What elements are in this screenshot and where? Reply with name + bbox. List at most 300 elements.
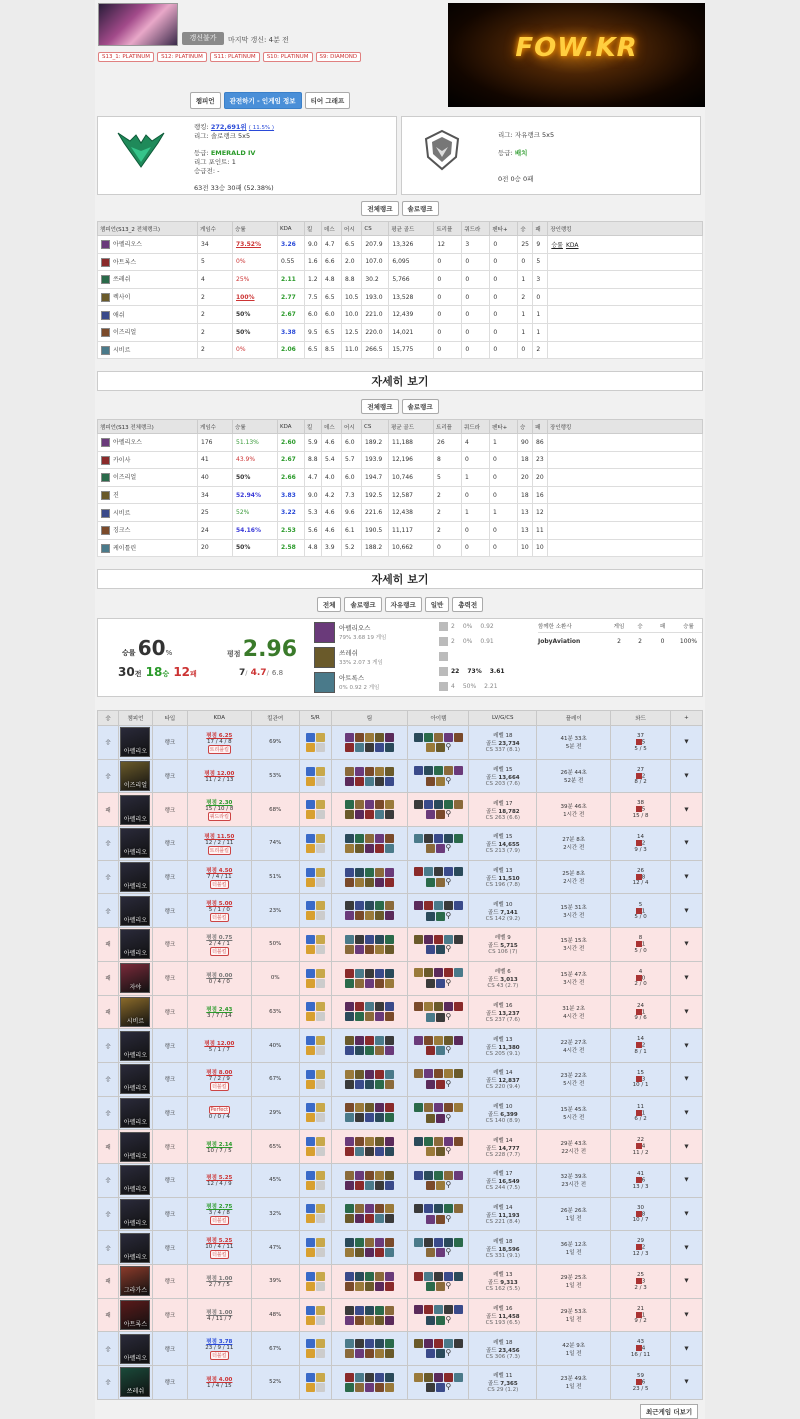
item-icon[interactable]: [454, 800, 463, 809]
item-icon[interactable]: [454, 901, 463, 910]
item-icon[interactable]: [444, 766, 453, 775]
team-champion-icon[interactable]: [345, 1383, 354, 1392]
search-icon[interactable]: ⚲: [445, 1011, 452, 1021]
team-champion-icon[interactable]: [355, 979, 364, 988]
team-champion-icon[interactable]: [355, 800, 364, 809]
team-champion-icon[interactable]: [345, 1036, 354, 1045]
item-icon[interactable]: [414, 1373, 423, 1382]
team-champion-icon[interactable]: [345, 878, 354, 887]
item-icon[interactable]: [434, 1339, 443, 1348]
team-champion-icon[interactable]: [375, 1181, 384, 1190]
column-header[interactable]: 장인랭킹: [548, 420, 703, 434]
item-icon[interactable]: [434, 935, 443, 944]
column-header[interactable]: 승: [518, 222, 533, 236]
match-champion-portrait[interactable]: [120, 1165, 150, 1195]
column-header[interactable]: 킬: [305, 222, 322, 236]
team-champion-icon[interactable]: [375, 1070, 384, 1079]
team-champion-icon[interactable]: [345, 979, 354, 988]
search-icon[interactable]: ⚲: [445, 876, 452, 886]
team-champion-icon[interactable]: [355, 1080, 364, 1089]
match-champion-portrait[interactable]: [120, 1199, 150, 1229]
team-champion-icon[interactable]: [355, 911, 364, 920]
team-champion-icon[interactable]: [345, 1306, 354, 1315]
column-header[interactable]: 평균 골드: [389, 222, 434, 236]
team-champion-icon[interactable]: [365, 1070, 374, 1079]
item-icon[interactable]: [454, 1238, 463, 1247]
item-icon[interactable]: [444, 1305, 453, 1314]
team-champion-icon[interactable]: [345, 1103, 354, 1112]
column-header[interactable]: 쿼드라: [462, 420, 490, 434]
item-icon[interactable]: [444, 1137, 453, 1146]
item-icon[interactable]: [424, 834, 433, 843]
item-icon[interactable]: [434, 1069, 443, 1078]
column-header[interactable]: CS: [362, 222, 389, 236]
column-header[interactable]: 펜타+: [490, 420, 518, 434]
team-champion-icon[interactable]: [385, 1002, 394, 1011]
item-icon[interactable]: [414, 1069, 423, 1078]
team-champion-icon[interactable]: [355, 1282, 364, 1291]
item-icon[interactable]: [414, 1137, 423, 1146]
item-icon[interactable]: [414, 935, 423, 944]
search-icon[interactable]: ⚲: [445, 977, 452, 987]
team-champion-icon[interactable]: [355, 767, 364, 776]
item-icon[interactable]: [436, 1215, 445, 1224]
item-icon[interactable]: [444, 834, 453, 843]
item-icon[interactable]: [436, 777, 445, 786]
match-champion-portrait[interactable]: [120, 1064, 150, 1094]
team-champion-icon[interactable]: [375, 979, 384, 988]
search-icon[interactable]: ⚲: [445, 1213, 452, 1223]
queue-solo-button[interactable]: 솔로랭크: [344, 597, 381, 612]
item-icon[interactable]: [426, 1248, 435, 1257]
item-icon[interactable]: [426, 743, 435, 752]
item-icon[interactable]: [424, 1272, 433, 1281]
search-icon[interactable]: ⚲: [445, 944, 452, 954]
column-header[interactable]: 데스: [322, 420, 342, 434]
team-champion-icon[interactable]: [365, 810, 374, 819]
team-champion-icon[interactable]: [375, 1248, 384, 1257]
champion-name[interactable]: 시비르: [113, 509, 131, 517]
team-champion-icon[interactable]: [385, 1238, 394, 1247]
item-icon[interactable]: [436, 1080, 445, 1089]
item-icon[interactable]: [454, 867, 463, 876]
search-icon[interactable]: ⚲: [445, 775, 452, 785]
column-header[interactable]: 어시: [342, 420, 362, 434]
team-champion-icon[interactable]: [345, 810, 354, 819]
match-champion-portrait[interactable]: [120, 1132, 150, 1162]
team-champion-icon[interactable]: [355, 1046, 364, 1055]
team-champion-icon[interactable]: [365, 1204, 374, 1213]
item-icon[interactable]: [424, 1036, 433, 1045]
item-icon[interactable]: [454, 1002, 463, 1011]
column-header[interactable]: 승률: [233, 420, 278, 434]
item-icon[interactable]: [414, 867, 423, 876]
team-champion-icon[interactable]: [355, 1373, 364, 1382]
champion-name[interactable]: 이즈리얼: [113, 474, 137, 482]
item-icon[interactable]: [426, 945, 435, 954]
team-champion-icon[interactable]: [365, 1171, 374, 1180]
team-champion-icon[interactable]: [385, 979, 394, 988]
search-icon[interactable]: ⚲: [445, 910, 452, 920]
champion-name[interactable]: 시비르: [113, 346, 131, 354]
duo-summoner-link[interactable]: JobyAviation: [538, 638, 581, 645]
item-icon[interactable]: [436, 1316, 445, 1325]
team-champion-icon[interactable]: [355, 969, 364, 978]
item-icon[interactable]: [424, 1137, 433, 1146]
team-champion-icon[interactable]: [385, 901, 394, 910]
team-champion-icon[interactable]: [355, 733, 364, 742]
team-champion-icon[interactable]: [385, 1046, 394, 1055]
champion-name[interactable]: 아펠리오스: [113, 439, 142, 447]
team-champion-icon[interactable]: [365, 935, 374, 944]
expand-icon[interactable]: ▼: [684, 1143, 689, 1150]
team-champion-icon[interactable]: [365, 1383, 374, 1392]
column-header[interactable]: 킬: [305, 420, 322, 434]
item-icon[interactable]: [434, 733, 443, 742]
expand-icon[interactable]: ▼: [684, 1210, 689, 1217]
team-champion-icon[interactable]: [365, 743, 374, 752]
team-champion-icon[interactable]: [355, 1113, 364, 1122]
item-icon[interactable]: [426, 844, 435, 853]
team-champion-icon[interactable]: [355, 1181, 364, 1190]
item-icon[interactable]: [426, 979, 435, 988]
team-champion-icon[interactable]: [365, 1238, 374, 1247]
item-icon[interactable]: [424, 867, 433, 876]
team-champion-icon[interactable]: [365, 945, 374, 954]
item-icon[interactable]: [444, 867, 453, 876]
item-icon[interactable]: [414, 901, 423, 910]
team-champion-icon[interactable]: [375, 1373, 384, 1382]
team-champion-icon[interactable]: [385, 1306, 394, 1315]
search-icon[interactable]: ⚲: [445, 1247, 452, 1257]
team-champion-icon[interactable]: [365, 969, 374, 978]
column-header[interactable]: 장인랭킹: [548, 222, 703, 236]
item-icon[interactable]: [424, 1103, 433, 1112]
item-icon[interactable]: [434, 1272, 443, 1281]
item-icon[interactable]: [414, 1272, 423, 1281]
item-icon[interactable]: [426, 1013, 435, 1022]
team-champion-icon[interactable]: [365, 767, 374, 776]
team-champion-icon[interactable]: [345, 1316, 354, 1325]
item-icon[interactable]: [424, 1204, 433, 1213]
solo-rank-button[interactable]: 솔로랭크: [402, 201, 439, 216]
item-icon[interactable]: [444, 935, 453, 944]
team-champion-icon[interactable]: [375, 743, 384, 752]
item-icon[interactable]: [444, 1002, 453, 1011]
item-icon[interactable]: [424, 766, 433, 775]
expand-icon[interactable]: ▼: [684, 806, 689, 813]
item-icon[interactable]: [436, 844, 445, 853]
column-header[interactable]: 게임수: [198, 420, 233, 434]
queue-normal-button[interactable]: 일반: [425, 597, 450, 612]
item-icon[interactable]: [414, 834, 423, 843]
item-icon[interactable]: [414, 800, 423, 809]
item-icon[interactable]: [434, 1238, 443, 1247]
team-champion-icon[interactable]: [375, 969, 384, 978]
champion-name[interactable]: 렉사이: [113, 294, 131, 302]
game-column-header[interactable]: 챔피언: [118, 711, 152, 726]
team-champion-icon[interactable]: [375, 1204, 384, 1213]
team-champion-icon[interactable]: [345, 945, 354, 954]
item-icon[interactable]: [436, 1349, 445, 1358]
item-icon[interactable]: [444, 1171, 453, 1180]
queue-flex-button[interactable]: 자유랭크: [385, 597, 422, 612]
expand-icon[interactable]: ▼: [684, 840, 689, 847]
team-champion-icon[interactable]: [385, 969, 394, 978]
team-champion-icon[interactable]: [385, 1272, 394, 1281]
game-column-header[interactable]: 승: [98, 711, 119, 726]
item-icon[interactable]: [424, 800, 433, 809]
item-icon[interactable]: [444, 1204, 453, 1213]
team-champion-icon[interactable]: [365, 1181, 374, 1190]
item-icon[interactable]: [426, 1282, 435, 1291]
column-header[interactable]: 패: [533, 420, 548, 434]
item-icon[interactable]: [444, 1272, 453, 1281]
match-champion-portrait[interactable]: [120, 1031, 150, 1061]
team-champion-icon[interactable]: [375, 1306, 384, 1315]
team-champion-icon[interactable]: [365, 800, 374, 809]
solo-rank-button[interactable]: 솔로랭크: [402, 399, 439, 414]
team-champion-icon[interactable]: [355, 1012, 364, 1021]
champion-name[interactable]: 쓰레쉬: [113, 276, 131, 284]
team-champion-icon[interactable]: [375, 1171, 384, 1180]
mastery-link[interactable]: KDA: [565, 241, 579, 249]
team-champion-icon[interactable]: [375, 1002, 384, 1011]
expand-icon[interactable]: ▼: [684, 739, 689, 746]
team-champion-icon[interactable]: [345, 1214, 354, 1223]
item-icon[interactable]: [426, 1349, 435, 1358]
team-champion-icon[interactable]: [345, 1002, 354, 1011]
expand-icon[interactable]: ▼: [684, 1379, 689, 1386]
item-icon[interactable]: [444, 1238, 453, 1247]
team-champion-icon[interactable]: [355, 945, 364, 954]
game-column-header[interactable]: KDA: [187, 711, 251, 726]
column-header[interactable]: KDA: [278, 222, 305, 236]
search-icon[interactable]: ⚲: [445, 1382, 452, 1392]
team-champion-icon[interactable]: [355, 901, 364, 910]
search-icon[interactable]: ⚲: [445, 1314, 452, 1324]
item-icon[interactable]: [444, 1339, 453, 1348]
item-icon[interactable]: [454, 834, 463, 843]
search-icon[interactable]: ⚲: [445, 1112, 452, 1122]
all-rank-button[interactable]: 전체랭크: [361, 201, 398, 216]
team-champion-icon[interactable]: [385, 844, 394, 853]
team-champion-icon[interactable]: [355, 878, 364, 887]
match-champion-portrait[interactable]: [120, 896, 150, 926]
item-icon[interactable]: [426, 1181, 435, 1190]
column-header[interactable]: 평균 골드: [389, 420, 434, 434]
item-icon[interactable]: [424, 901, 433, 910]
item-icon[interactable]: [444, 1069, 453, 1078]
column-header[interactable]: 트리플: [434, 222, 462, 236]
item-icon[interactable]: [454, 1272, 463, 1281]
item-icon[interactable]: [426, 1046, 435, 1055]
team-champion-icon[interactable]: [385, 743, 394, 752]
team-champion-icon[interactable]: [355, 1070, 364, 1079]
team-champion-icon[interactable]: [365, 1046, 374, 1055]
team-champion-icon[interactable]: [345, 1282, 354, 1291]
team-champion-icon[interactable]: [375, 1137, 384, 1146]
item-icon[interactable]: [454, 1036, 463, 1045]
item-icon[interactable]: [434, 1305, 443, 1314]
team-champion-icon[interactable]: [345, 1349, 354, 1358]
team-champion-icon[interactable]: [355, 1036, 364, 1045]
team-champion-icon[interactable]: [355, 834, 364, 843]
team-champion-icon[interactable]: [345, 1147, 354, 1156]
team-champion-icon[interactable]: [345, 1137, 354, 1146]
team-champion-icon[interactable]: [385, 767, 394, 776]
team-champion-icon[interactable]: [345, 1248, 354, 1257]
team-champion-icon[interactable]: [385, 1214, 394, 1223]
team-champion-icon[interactable]: [355, 1214, 364, 1223]
game-column-header[interactable]: 킬관여: [251, 711, 299, 726]
team-champion-icon[interactable]: [345, 1272, 354, 1281]
team-champion-icon[interactable]: [385, 834, 394, 843]
team-champion-icon[interactable]: [385, 1248, 394, 1257]
item-icon[interactable]: [444, 968, 453, 977]
team-champion-icon[interactable]: [385, 1316, 394, 1325]
team-champion-icon[interactable]: [375, 777, 384, 786]
team-champion-icon[interactable]: [355, 1316, 364, 1325]
item-icon[interactable]: [414, 1339, 423, 1348]
item-icon[interactable]: [436, 1013, 445, 1022]
item-icon[interactable]: [426, 912, 435, 921]
team-champion-icon[interactable]: [345, 767, 354, 776]
item-icon[interactable]: [426, 777, 435, 786]
team-champion-icon[interactable]: [385, 1012, 394, 1021]
item-icon[interactable]: [436, 878, 445, 887]
queue-all-button[interactable]: 전체: [317, 597, 342, 612]
summary-champ-name[interactable]: 쓰레쉬: [339, 649, 358, 657]
item-icon[interactable]: [434, 1373, 443, 1382]
team-champion-icon[interactable]: [355, 1248, 364, 1257]
item-icon[interactable]: [414, 1238, 423, 1247]
search-icon[interactable]: ⚲: [445, 1180, 452, 1190]
column-header[interactable]: 트리플: [434, 420, 462, 434]
item-icon[interactable]: [424, 1171, 433, 1180]
team-champion-icon[interactable]: [365, 1113, 374, 1122]
team-champion-icon[interactable]: [375, 1282, 384, 1291]
search-icon[interactable]: ⚲: [445, 809, 452, 819]
team-champion-icon[interactable]: [365, 844, 374, 853]
game-column-header[interactable]: S/R: [299, 711, 331, 726]
search-icon[interactable]: ⚲: [445, 1348, 452, 1358]
item-icon[interactable]: [454, 1137, 463, 1146]
team-champion-icon[interactable]: [375, 1238, 384, 1247]
item-icon[interactable]: [434, 800, 443, 809]
search-icon[interactable]: ⚲: [445, 1281, 452, 1291]
team-champion-icon[interactable]: [355, 1002, 364, 1011]
item-icon[interactable]: [436, 1248, 445, 1257]
match-champion-portrait[interactable]: [120, 929, 150, 959]
item-icon[interactable]: [414, 968, 423, 977]
team-champion-icon[interactable]: [345, 777, 354, 786]
game-column-header[interactable]: +: [670, 711, 702, 726]
team-champion-icon[interactable]: [375, 1349, 384, 1358]
champion-name[interactable]: 카이사: [113, 456, 131, 464]
champion-name[interactable]: 애쉬: [113, 311, 125, 319]
team-champion-icon[interactable]: [365, 868, 374, 877]
search-icon[interactable]: ⚲: [445, 1146, 452, 1156]
item-icon[interactable]: [454, 1339, 463, 1348]
column-header[interactable]: 쿼드라: [462, 222, 490, 236]
team-champion-icon[interactable]: [385, 935, 394, 944]
champion-name[interactable]: 케이틀린: [113, 544, 137, 552]
expand-icon[interactable]: ▼: [684, 874, 689, 881]
item-icon[interactable]: [454, 1373, 463, 1382]
match-champion-portrait[interactable]: [120, 1300, 150, 1330]
team-champion-icon[interactable]: [385, 868, 394, 877]
item-icon[interactable]: [434, 1171, 443, 1180]
team-champion-icon[interactable]: [345, 834, 354, 843]
item-icon[interactable]: [436, 1181, 445, 1190]
team-champion-icon[interactable]: [375, 1214, 384, 1223]
team-champion-icon[interactable]: [375, 868, 384, 877]
team-champion-icon[interactable]: [345, 1339, 354, 1348]
item-icon[interactable]: [426, 878, 435, 887]
match-champion-portrait[interactable]: [120, 1367, 150, 1397]
team-champion-icon[interactable]: [385, 1103, 394, 1112]
team-champion-icon[interactable]: [355, 1147, 364, 1156]
item-icon[interactable]: [444, 1036, 453, 1045]
team-champion-icon[interactable]: [365, 1339, 374, 1348]
search-icon[interactable]: ⚲: [445, 843, 452, 853]
item-icon[interactable]: [454, 968, 463, 977]
item-icon[interactable]: [454, 1103, 463, 1112]
team-champion-icon[interactable]: [375, 844, 384, 853]
team-champion-icon[interactable]: [365, 1147, 374, 1156]
team-champion-icon[interactable]: [365, 911, 374, 920]
column-header[interactable]: 어시: [342, 222, 362, 236]
team-champion-icon[interactable]: [385, 1339, 394, 1348]
column-header[interactable]: 승: [518, 420, 533, 434]
team-champion-icon[interactable]: [345, 1238, 354, 1247]
team-champion-icon[interactable]: [385, 733, 394, 742]
team-champion-icon[interactable]: [365, 1214, 374, 1223]
team-champion-icon[interactable]: [375, 1113, 384, 1122]
item-icon[interactable]: [414, 733, 423, 742]
team-champion-icon[interactable]: [355, 1171, 364, 1180]
item-icon[interactable]: [424, 1373, 433, 1382]
match-champion-portrait[interactable]: [120, 795, 150, 825]
team-champion-icon[interactable]: [355, 868, 364, 877]
refresh-button[interactable]: 갱신불가: [182, 32, 224, 45]
item-icon[interactable]: [426, 1383, 435, 1392]
team-champion-icon[interactable]: [365, 878, 374, 887]
item-icon[interactable]: [424, 968, 433, 977]
item-icon[interactable]: [436, 1114, 445, 1123]
team-champion-icon[interactable]: [365, 1080, 374, 1089]
team-champion-icon[interactable]: [385, 1113, 394, 1122]
item-icon[interactable]: [444, 800, 453, 809]
champion-name[interactable]: 이즈리얼: [113, 329, 137, 337]
item-icon[interactable]: [436, 1147, 445, 1156]
item-icon[interactable]: [434, 901, 443, 910]
team-champion-icon[interactable]: [345, 743, 354, 752]
team-champion-icon[interactable]: [385, 1373, 394, 1382]
search-icon[interactable]: ⚲: [445, 742, 452, 752]
team-champion-icon[interactable]: [385, 1383, 394, 1392]
item-icon[interactable]: [434, 834, 443, 843]
expand-icon[interactable]: ▼: [684, 941, 689, 948]
team-champion-icon[interactable]: [365, 1282, 374, 1291]
item-icon[interactable]: [444, 733, 453, 742]
item-icon[interactable]: [424, 1069, 433, 1078]
team-champion-icon[interactable]: [365, 1036, 374, 1045]
team-champion-icon[interactable]: [375, 733, 384, 742]
queue-aram-button[interactable]: 총력전: [452, 597, 483, 612]
item-icon[interactable]: [426, 1215, 435, 1224]
